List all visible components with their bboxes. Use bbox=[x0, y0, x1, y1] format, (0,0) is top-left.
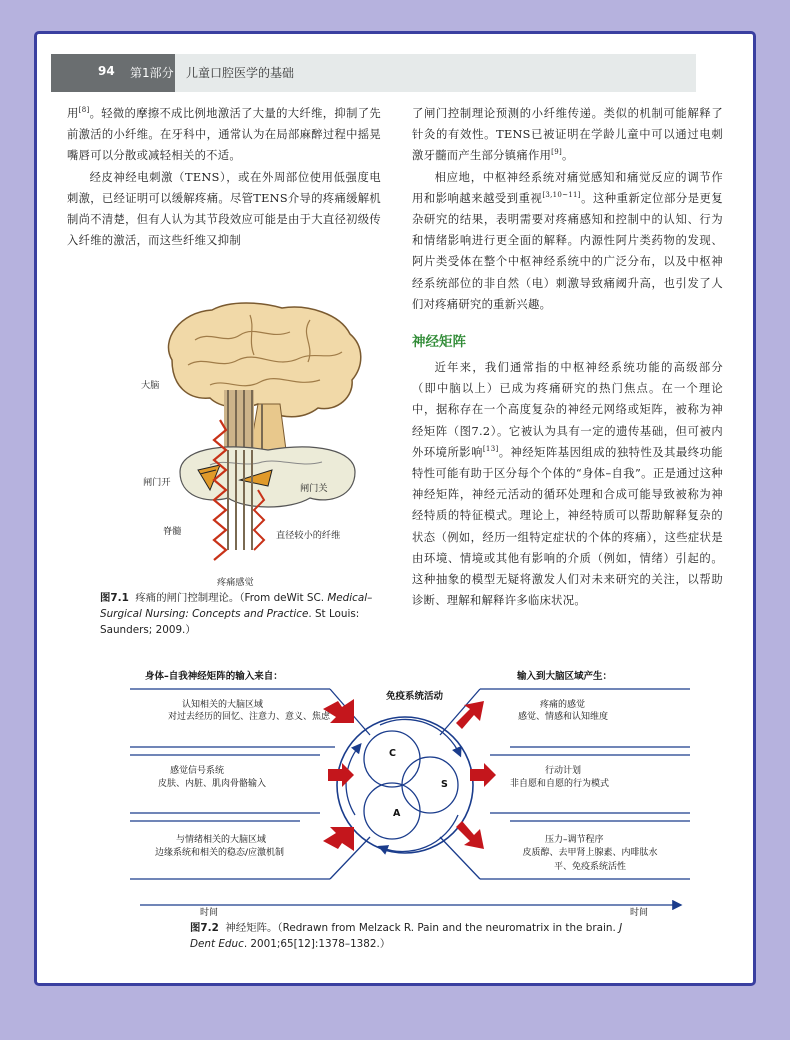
label-spinal-cord: 脊髓 bbox=[163, 526, 182, 537]
section-title: 神经矩阵 bbox=[412, 334, 466, 350]
circle-s-label: S bbox=[441, 779, 448, 790]
arrow-in-mid bbox=[328, 763, 354, 787]
right-item-1-desc: 感觉、情感和认知维度 bbox=[518, 712, 609, 722]
arrow-out-mid bbox=[470, 763, 496, 787]
right-item-3-title: 压力–调节程序 bbox=[545, 835, 604, 845]
label-small-fiber: 直径较小的纤维 bbox=[276, 530, 341, 541]
page-number: 94 bbox=[98, 64, 115, 78]
left-paragraph-1: 用[8]。轻微的摩擦不成比例地激活了大量的大纤维，抑制了先前激活的小纤维。在牙科中，通常认为在局部麻醉过程中摇晃嘴唇可以分散或减轻相关的不适。 bbox=[67, 106, 381, 163]
part-label: 第1部分 bbox=[130, 66, 174, 80]
circle-a-label: A bbox=[393, 808, 401, 819]
book-title: 儿童口腔医学的基础 bbox=[186, 66, 295, 80]
right-item-2-desc: 非自愿和自愿的行为模式 bbox=[510, 779, 610, 789]
time-label-right: 时间 bbox=[630, 908, 649, 918]
left-inputs-title: 身体–自我神经矩阵的输入来自： bbox=[145, 671, 283, 682]
right-outputs-title: 输入到大脑区域产生： bbox=[517, 671, 613, 682]
input-output-arrows bbox=[323, 699, 496, 851]
right-column-bottom bbox=[412, 357, 723, 611]
immune-activity-label: 免疫系统活动 bbox=[386, 691, 444, 702]
label-gate-closed: 闸门关 bbox=[300, 483, 328, 494]
arrow-out-bottom bbox=[456, 821, 484, 849]
arrow-in-bottom bbox=[323, 827, 354, 851]
left-column bbox=[67, 103, 381, 251]
left-item-1-desc: 对过去经历的回忆、注意力、意义、焦虑 bbox=[168, 712, 331, 722]
left-item-2-title: 感觉信号系统 bbox=[170, 766, 225, 776]
label-brain: 大脑 bbox=[141, 380, 160, 391]
right-paragraph-3: 近年来，我们通常指的中枢神经系统功能的高级部分（即中脑以上）已成为疼痛研究的热门焦点。在一个理论中，据称存在一个高度复杂的神经元网络或矩阵，被称为神经矩阵（图7.2）。它被认为具有一定的遗传基础，但可被内外环境所影响[13]。神经矩阵基因组成的独特性及其最终功能特性可能有助于区分每个个体的“身体–自我”。正是通过这种神经矩阵，神经元活动的循环处理和合成可能导致被称为神经特质的特征模式。理论上，神经特质可以帮助解释复杂的状态（例如，经历一组特定症状的个体的疼痛），这些症状是由环境、情境或其他有影响的介质（例如，情绪）引起的。这种抽象的模型无疑将激发人们对未来研究的关注，以帮助诊断、理解和解释许多临床状况。 bbox=[412, 361, 723, 608]
figure-7-2-caption: 图7.2 神经矩阵。（Redrawn from Melzack R. Pain and the neuromatrix in the brain. J Dent Educ. 2001;65[12]:1378–1382.） bbox=[190, 922, 623, 950]
brainstem bbox=[250, 404, 286, 450]
brain-illustration bbox=[168, 303, 360, 417]
arrow-out-top bbox=[456, 701, 484, 729]
figure-7-1-caption: 图7.1 疼痛的闸门控制理论。（From deWit SC. Medical–Surgical Nursing: Concepts and Practice. St Louis: Saunders; 2009.） bbox=[100, 592, 373, 636]
neuromatrix-circles bbox=[337, 717, 473, 853]
label-gate-open: 闸门开 bbox=[143, 477, 171, 488]
right-paragraph-1: 了闸门控制理论预测的小纤维传递。类似的机制可能解释了针灸的有效性。TENS已被证明在学龄儿童中可以通过电刺激牙髓而产生部分镇痛作用[9]。 bbox=[412, 107, 723, 163]
left-item-2-desc: 皮肤、内脏、肌肉骨骼输入 bbox=[158, 779, 267, 789]
left-item-3-desc: 边缘系统和相关的稳态/应激机制 bbox=[155, 848, 285, 858]
right-item-3-desc: 皮质醇、去甲肾上腺素、内啡肽水平、免疫系统活性 bbox=[522, 848, 658, 872]
label-pain-sensation: 疼痛感觉 bbox=[217, 577, 254, 588]
gate-control-figure bbox=[150, 300, 390, 585]
left-item-1-title: 认知相关的大脑区域 bbox=[182, 700, 264, 710]
circle-c-label: C bbox=[389, 748, 396, 759]
time-label-left: 时间 bbox=[200, 908, 219, 918]
right-item-2-title: 行动计划 bbox=[545, 766, 582, 776]
left-paragraph-2: 经皮神经电刺激（TENS），或在外周部位使用低强度电刺激，已经证明可以缓解疼痛。尽管TENS介导的疼痛缓解机制尚不清楚，但有人认为其节段效应可能是由于大直径初级传入纤维的激活，而这些纤维又抑制 bbox=[67, 170, 381, 248]
right-column-top bbox=[412, 103, 723, 315]
left-item-3-title: 与情绪相关的大脑区域 bbox=[176, 835, 267, 845]
right-item-1-title: 疼痛的感觉 bbox=[540, 700, 586, 710]
right-paragraph-2: 相应地，中枢神经系统对痛觉感知和痛觉反应的调节作用和影响越来越受到重视[3,10~11]。这种重新定位部分是更复杂研究的结果，表明需要对疼痛感知和控制中的认知、行为和情绪影响进行更全面的解释。内源性阿片类药物的发现、阿片类受体在整个中枢神经系统中的广泛分布，以及中枢神经系统部位的非自然（电）刺激导致痛阈升高，也引发了人们对疼痛研究的重新兴趣。 bbox=[412, 170, 723, 311]
